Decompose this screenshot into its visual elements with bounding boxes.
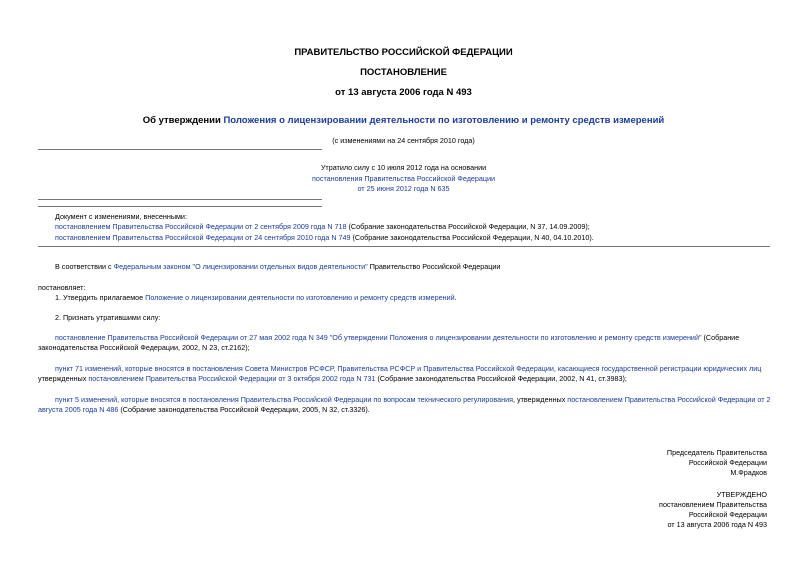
repealed-3-link-2a[interactable]: постановлением Правительства Российской Федерации от 2 [567,395,771,404]
signature-line-1: Председатель Правительства [666,448,767,457]
signature-name: М.Фрадков [730,468,767,477]
changes-item-1-text: (Собрание законодательства Российской Федерации, N 37, 14.09.2009); [346,222,590,231]
document-type: ПОСТАНОВЛЕНИЕ [360,67,447,78]
title-prefix: Об утверждении [142,115,224,126]
lapsed-link-1[interactable]: постановления Правительства Российской Федерации [311,174,496,183]
preamble-text-a: В соответствии с [55,262,114,271]
approved-line-3: от 13 августа 2006 года N 493 [667,520,767,529]
decides-text: постановляет: [38,283,86,292]
repealed-2-link-1[interactable]: пункт 71 изменений, которые вносятся в постановления Совета Министров РСФСР, Правительства РСФСР и Правительства Российской Федерации, касающиеся государственной регистрации юридических лиц [55,364,762,373]
repealed-2-link-2[interactable]: постановлением Правительства Российской Федерации от 3 октября 2002 года N 731 [88,374,376,383]
approved-title: УТВЕРЖДЕНО [716,490,767,499]
item-2: 2. Признать утратившими силу: [55,313,161,322]
changes-item-2 [55,233,594,242]
repealed-1-link[interactable]: постановление Правительства Российской Федерации от 27 мая 2002 года N 349 "Об утверждении Положения о лицензировании деятельности по изготовлению и ремонту средств измерений" [55,333,702,342]
item-1-text-b: . [454,293,457,302]
divider [38,206,322,207]
repealed-3-text-2: (Собрание законодательства Российской Федерации, 2005, N 32, ст.3326). [118,405,370,414]
repealed-3-link-2b[interactable]: августа 2005 года N 486 [38,405,119,414]
item-1-text-a: 1. Утвердить прилагаемое [55,293,146,302]
changes-item-1-link[interactable]: постановлением Правительства Российской Федерации от 2 сентября 2009 года N 718 [55,222,347,231]
approved-line-1: постановлением Правительства [659,500,767,509]
government-heading: ПРАВИТЕЛЬСТВО РОССИЙСКОЙ ФЕДЕРАЦИИ [294,47,513,58]
lapsed-note: Утратило силу с 10 июля 2012 года на основании [320,163,487,172]
repealed-3-link-1[interactable]: пункт 5 изменений, которые вносятся в постановления Правительства Российской Федерации по вопросам технического регулирования [55,395,513,404]
repealed-1-text-1: (Собрание [701,333,740,342]
repealed-3 [38,395,778,414]
federal-law-link[interactable]: Федеральным законом "О лицензировании отдельных видов деятельности" [113,262,368,271]
repealed-3-text-1: , утвержденных [512,395,568,404]
regulation-link[interactable]: Положение о лицензировании деятельности по изготовлению и ремонту средств измерений [145,293,455,302]
repealed-2 [38,364,778,383]
repealed-1-line-1 [38,333,770,342]
changes-intro: Документ с изменениями, внесенными: [55,212,187,221]
repealed-2-line-2 [38,374,778,383]
approved-block [659,490,767,530]
amended-note: (с изменениями на 24 сентября 2010 года) [332,136,475,145]
lapsed-link-2[interactable]: от 25 июня 2012 года N 635 [357,184,450,193]
changes-item-1 [55,222,590,231]
signature-block [667,448,767,478]
repealed-3-line-2 [38,405,778,414]
title-link[interactable]: Положения о лицензировании деятельности по изготовлению и ремонту средств измерений [223,115,665,126]
signature-line-2: Российской Федерации [688,458,767,467]
preamble [55,262,500,271]
divider [38,199,322,200]
document-title [0,115,807,126]
repealed-2-text-2: (Собрание законодательства Российской Федерации, 2002, N 41, ст.3983); [375,374,627,383]
repealed-1-line-2: законодательства Российской Федерации, 2002, N 23, ст.2162); [38,343,250,352]
changes-item-2-link[interactable]: постановлением Правительства Российской Федерации от 24 сентября 2010 года N 749 [55,233,351,242]
divider [38,246,770,247]
repealed-2-line-1 [38,364,778,373]
document-date-number: от 13 августа 2006 года N 493 [335,87,472,98]
repealed-2-text-1: утвержденных [38,374,89,383]
preamble-text-b: Правительство Российской Федерации [367,262,501,271]
repealed-1 [38,333,770,352]
repealed-3-line-1 [38,395,778,404]
item-1 [55,293,457,302]
divider [38,149,322,150]
changes-item-2-text: (Собрание законодательства Российской Федерации, N 40, 04.10.2010). [350,233,594,242]
approved-line-2: Российской Федерации [688,510,767,519]
